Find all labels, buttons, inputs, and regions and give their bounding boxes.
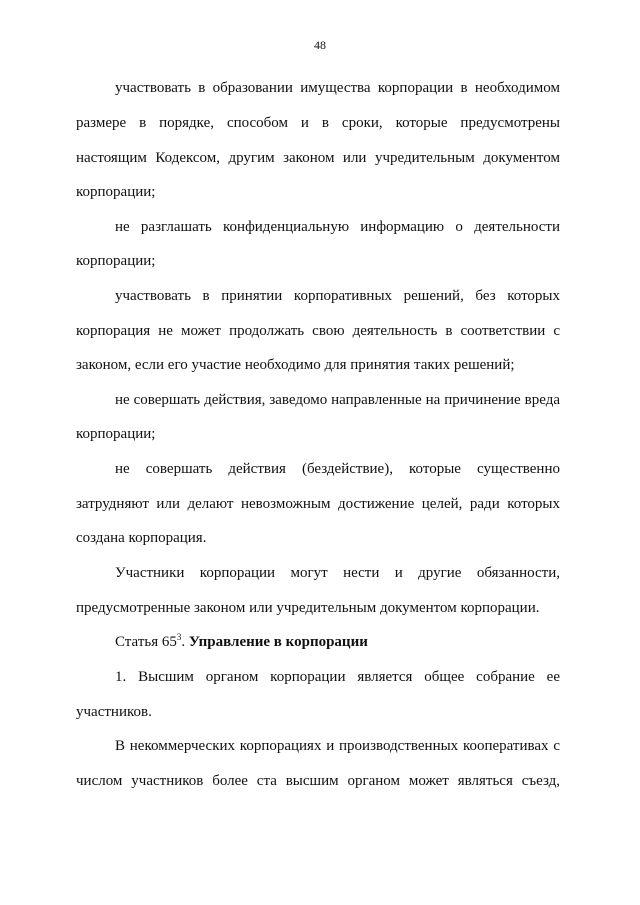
article-number: Статья 65 [115, 634, 177, 650]
text-line: корпорации; [76, 426, 156, 442]
text-line: размере в порядке, способом и в сроки, которые предусмотрены [76, 115, 560, 131]
text-line: Участники корпорации могут нести и другие обязанности, [115, 565, 560, 581]
text-line: законом, если его участие необходимо для принятия таких решений; [76, 357, 515, 373]
text-line: не совершать действия, заведомо направленные на причинение вреда [115, 392, 560, 408]
article-superscript: 3 [176, 632, 182, 642]
text-line: числом участников более ста высшим органом может являться съезд, [76, 773, 560, 789]
text-line: В некоммерческих корпорациях и производственных кооперативах с [115, 738, 560, 754]
text-line: участников. [76, 704, 152, 720]
text-line: настоящим Кодексом, другим законом или учредительным документом [76, 150, 560, 166]
text-line: корпорации; [76, 253, 156, 269]
page-number: 48 [314, 38, 326, 52]
text-line: корпорации; [76, 184, 156, 200]
text-line: предусмотренные законом или учредительным документом корпорации. [76, 600, 540, 616]
article-heading [115, 632, 368, 652]
text-line: 1. Высшим органом корпорации является общее собрание ее [115, 669, 560, 685]
text-line: затрудняют или делают невозможным достижение целей, ради которых [76, 496, 560, 512]
text-line: не разглашать конфиденциальную информацию о деятельности [115, 219, 560, 235]
text-line: корпорация не может продолжать свою деятельность в соответствии с [76, 323, 560, 339]
article-separator: . [181, 634, 189, 650]
text-line: участвовать в образовании имущества корпорации в необходимом [115, 80, 560, 96]
text-line: участвовать в принятии корпоративных решений, без которых [115, 288, 560, 304]
article-title: Управление в корпорации [188, 634, 368, 650]
text-line: создана корпорация. [76, 530, 207, 546]
text-line: не совершать действия (бездействие), которые существенно [115, 461, 560, 477]
